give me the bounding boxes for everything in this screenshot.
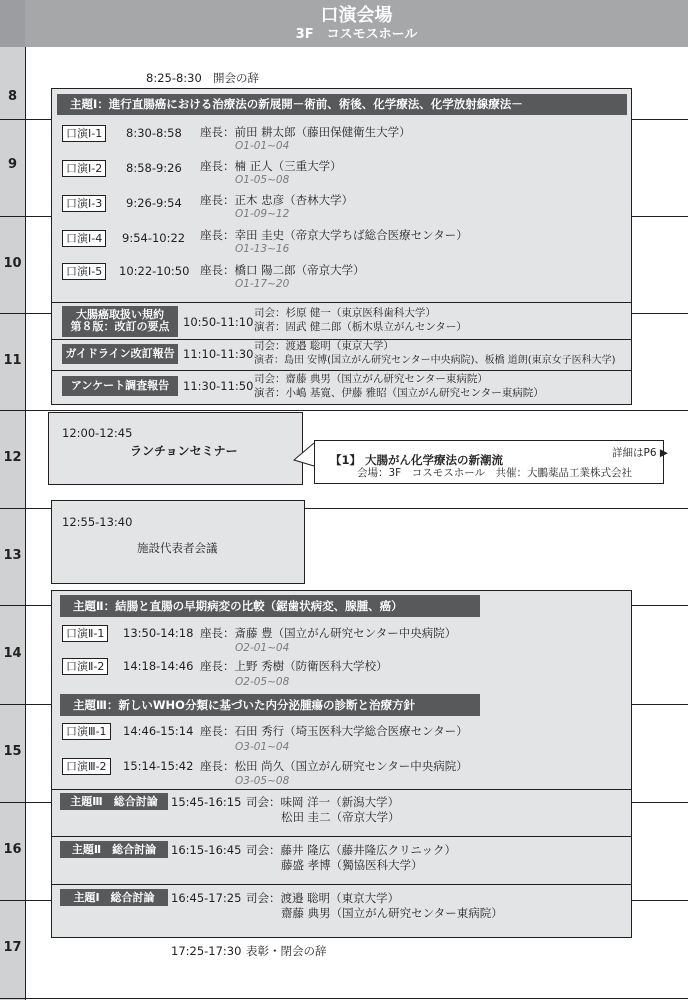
hour-column-header [0, 0, 25, 47]
session-code: O1-05~08 [235, 174, 290, 186]
hour-label: 12 [3, 450, 22, 465]
theme3-title-bar: 主題Ⅲ：新しいWHO分類に基づいた内分泌腫瘍の診断と治療方針 [60, 694, 480, 716]
session-label: 口演Ⅰ-4 [62, 230, 106, 247]
luncheon-detail-venue: 会場：3F コスモスホール 共催：大鵬薬品工業株式会社 [357, 467, 633, 479]
luncheon-time: 12:00-12:45 [62, 426, 133, 440]
report-speaker: 演者：固武 健二郎（栃木県立がんセンター） [254, 321, 467, 333]
session-code: O1-09~12 [235, 208, 290, 220]
separator [51, 884, 631, 885]
luncheon-label: ランチョンセミナー [130, 444, 238, 458]
room-subtitle: 3F コスモスホール [295, 27, 418, 42]
hour-label: 15 [3, 744, 22, 759]
report-chair: 司会：渡邉 聡明（東京大学） [254, 340, 394, 352]
session-chair: 座長：幸田 圭史（帝京大学ちば総合医療センター） [200, 228, 468, 242]
session-label: 口演Ⅰ-2 [62, 160, 106, 177]
opening-label: 開会の辞 [213, 71, 259, 85]
hour-label: 8 [7, 89, 18, 104]
hour-label: 10 [3, 256, 22, 271]
session-time: 9:26-9:54 [126, 196, 182, 210]
session-time: 14:18-14:46 [123, 659, 194, 673]
luncheon-detail-title: 【1】 大腸がん化学療法の新潮流 [330, 453, 504, 467]
separator [51, 302, 631, 303]
report-label: アンケート調査報告 [62, 376, 178, 396]
report-speaker: 演者：島田 安博(国立がん研究センター中央病院)、板橋 道朗(東京女子医科大学) [254, 355, 616, 366]
session-chair: 座長：正木 忠彦（杏林大学） [200, 193, 354, 207]
session-code: O1-01~04 [235, 140, 290, 152]
discussion-chair: 司会：渡邉 聡明（東京大学） [246, 891, 400, 905]
meeting-label: 施設代表者会議 [137, 541, 218, 555]
hour-line [0, 410, 688, 411]
hour-label: 9 [7, 157, 18, 172]
report-chair: 司会：齋藤 典男（国立がん研究センター東病院） [254, 373, 488, 385]
session-code: O1-13~16 [235, 243, 290, 255]
session-label: 口演Ⅲ-2 [62, 758, 111, 775]
separator [51, 789, 631, 790]
session-label: 口演Ⅰ-1 [62, 125, 106, 142]
discussion-chair: 司会：味岡 洋一（新潟大学） [246, 795, 400, 809]
report-label: ガイドライン改訂報告 [62, 344, 178, 364]
theme2-title-bar: 主題Ⅱ：結腸と直腸の早期病変の比較（鋸歯状病変、腺腫、癌） [60, 595, 480, 617]
discussion-chair-2: 齋藤 典男（国立がん研究センター東病院） [281, 906, 503, 920]
hour-line [0, 998, 688, 999]
discussion-label: 主題Ⅱ 総合討論 [60, 841, 168, 858]
column-divider [25, 47, 26, 1000]
session-time: 9:54-10:22 [122, 231, 186, 245]
separator [51, 836, 631, 837]
discussion-chair-2: 松田 圭二（帝京大学） [281, 810, 400, 824]
session-time: 10:22-10:50 [119, 264, 190, 278]
closing-label: 表彰・閉会の辞 [246, 944, 327, 958]
hour-label: 17 [3, 940, 22, 955]
hour-label: 16 [3, 842, 22, 857]
luncheon-detail-link[interactable]: 詳細はP6 ▶ [612, 447, 668, 459]
session-code: O2-01~04 [235, 642, 290, 654]
report-label-line2: 第８版：改訂の要点 [70, 320, 170, 333]
session-time: 8:58-9:26 [126, 161, 182, 175]
report-time: 10:50-11:10 [183, 315, 254, 329]
report-chair: 司会：杉原 健一（東京医科歯科大学） [254, 307, 436, 319]
session-label: 口演Ⅱ-2 [62, 658, 108, 675]
session-code: O2-05~08 [235, 676, 290, 688]
session-time: 8:30-8:58 [126, 126, 182, 140]
discussion-label: 主題Ⅲ 総合討論 [60, 793, 168, 810]
room-title: 口演会場 [320, 5, 393, 26]
session-chair: 座長：橋口 陽二郎（帝京大学） [200, 263, 365, 277]
session-chair: 座長：石田 秀行（埼玉医科大学総合医療センター） [200, 724, 468, 738]
session-chair: 座長：上野 秀樹（防衛医科大学校） [200, 659, 388, 673]
session-label: 口演Ⅲ-1 [62, 723, 111, 740]
separator [51, 370, 631, 371]
discussion-label: 主題Ⅰ 総合討論 [60, 889, 168, 906]
theme1-title-bar: 主題Ⅰ：進行直腸癌における治療法の新展開－術前、術後、化学療法、化学放射線療法－ [57, 94, 627, 115]
discussion-time: 16:15-16:45 [171, 843, 242, 857]
report-time: 11:30-11:50 [183, 379, 254, 393]
report-speaker: 演者：小嶋 基寛、伊藤 雅昭（国立がん研究センター東病院） [254, 387, 544, 399]
hour-label: 14 [3, 646, 22, 661]
hour-label: 13 [3, 548, 22, 563]
session-chair: 座長：松田 尚久（国立がん研究センター中央病院） [200, 759, 468, 773]
session-time: 15:14-15:42 [123, 759, 194, 773]
session-code: O3-05~08 [235, 775, 290, 787]
session-label: 口演Ⅰ-5 [62, 263, 106, 280]
opening-time: 8:25-8:30 [146, 71, 202, 85]
session-label: 口演Ⅱ-1 [62, 625, 108, 642]
discussion-time: 16:45-17:25 [171, 891, 242, 905]
closing-time: 17:25-17:30 [171, 944, 242, 958]
session-chair: 座長：楠 正人（三重大学） [200, 159, 342, 173]
report-label [62, 306, 178, 337]
session-chair: 座長：前田 耕太郎（藤田保健衛生大学） [200, 125, 411, 139]
session-time: 13:50-14:18 [123, 626, 194, 640]
discussion-chair: 司会：藤井 隆広（藤井隆広クリニック） [246, 843, 456, 857]
session-chair: 座長：斎藤 豊（国立がん研究センター中央病院） [200, 626, 457, 640]
hour-label: 11 [3, 353, 22, 368]
meeting-time: 12:55-13:40 [62, 515, 133, 529]
discussion-chair-2: 藤盛 孝博（獨協医科大学） [281, 858, 423, 872]
session-code: O1-17~20 [235, 278, 290, 290]
session-time: 14:46-15:14 [123, 724, 194, 738]
discussion-time: 15:45-16:15 [171, 795, 242, 809]
report-label-line1: 大腸癌取扱い規約 [76, 308, 164, 321]
session-label: 口演Ⅰ-3 [62, 195, 106, 212]
room-header [25, 0, 688, 47]
session-code: O3-01~04 [235, 741, 290, 753]
report-time: 11:10-11:30 [183, 347, 254, 361]
